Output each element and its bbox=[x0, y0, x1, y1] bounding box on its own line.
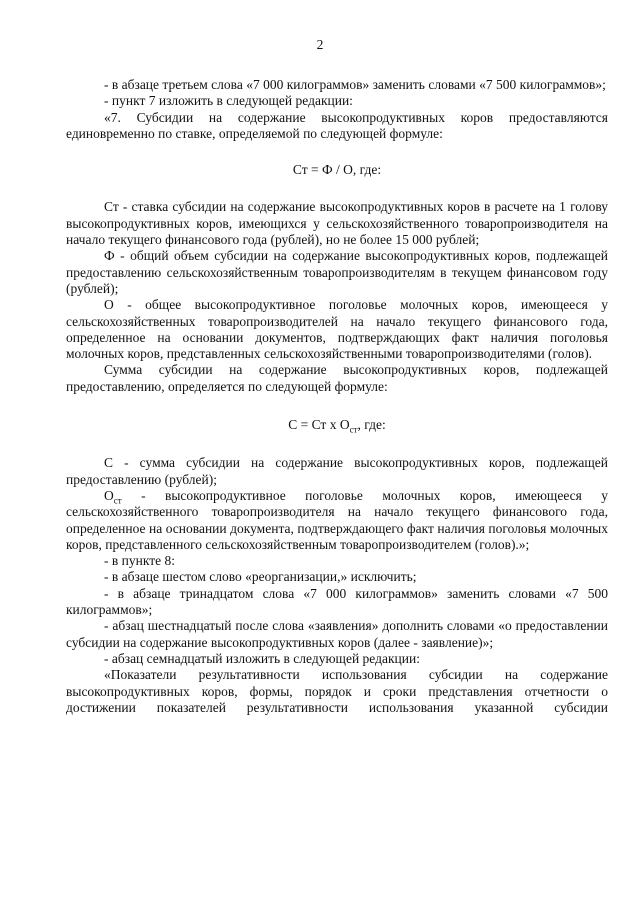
paragraph-ost bbox=[66, 488, 608, 553]
paragraph: О - общее высокопродуктивное поголовье молочных коров, имеющееся у сельскохозяйственных товаропроизводителей на начало текущего финансового года, определенное на основании документов, подтверждающих факт наличия поголовья молочных коров, представленных сельскохозяйственными товаропроизводителями (голов). bbox=[66, 297, 608, 362]
document-body bbox=[66, 77, 608, 716]
formula-sum-subscript: ст bbox=[349, 424, 358, 435]
paragraph: - в абзаце третьем слова «7 000 килограммов» заменить словами «7 500 килограммов»; bbox=[104, 77, 606, 92]
ost-symbol: О bbox=[104, 487, 114, 503]
paragraph: - в абзаце тринадцатом слова «7 000 килограммов» заменить словами «7 500 килограммов»; bbox=[66, 585, 608, 618]
ost-subscript: ст bbox=[113, 495, 122, 506]
paragraph: - в пункте 8: bbox=[104, 553, 175, 569]
formula-sum-suffix: , где: bbox=[357, 417, 386, 433]
paragraph: - в абзаце шестом слово «реорганизации,» исключить; bbox=[104, 569, 417, 585]
paragraph: Сумма субсидии на содержание высокопродуктивных коров, подлежащей предоставлению, определяется по следующей формуле: bbox=[66, 362, 608, 394]
paragraph: Ф - общий объем субсидии на содержание высокопродуктивных коров, подлежащей предоставлению сельскохозяйственным товаропроизводителям в текущем финансовом году (рублей); bbox=[66, 248, 608, 296]
paragraph: - абзац семнадцатый изложить в следующей редакции: bbox=[104, 650, 420, 666]
formula-sum bbox=[66, 417, 608, 433]
paragraph: «Показатели результативности использования субсидии на содержание высокопродуктивных коров, формы, порядок и сроки представления отчетности о достижении показателей результативности использования указанной субсидии bbox=[66, 667, 608, 715]
ost-text: - высокопродуктивное поголовье молочных коров, имеющееся у сельскохозяйственного товаропроизводителя на начало текущего финансового года, определенное на основании документа, подтверждающего факт наличия поголовья молочных коров, представленного сельскохозяйственным товаропроизводителем (голов).»; bbox=[66, 487, 608, 552]
paragraph: «7. Субсидии на содержание высокопродуктивных коров предоставляются единовременно по ставке, определяемой по следующей формуле: bbox=[66, 109, 608, 141]
page-number: 2 bbox=[316, 37, 324, 52]
paragraph: Ст - ставка субсидии на содержание высокопродуктивных коров в расчете на 1 голову высокопродуктивных коров, имеющихся у сельскохозяйственного товаропроизводителя на начало текущего финансового года (рублей), но не более 15 000 рублей; bbox=[66, 199, 608, 248]
paragraph: - абзац шестнадцатый после слова «заявления» дополнить словами «о предоставлении субсидии на содержание высокопродуктивных коров (далее - заявление)»; bbox=[66, 618, 608, 650]
paragraph: С - сумма субсидии на содержание высокопродуктивных коров, подлежащей предоставлению (рублей); bbox=[66, 455, 608, 487]
paragraph: - пункт 7 изложить в следующей редакции: bbox=[104, 93, 353, 109]
formula-sum-prefix: С = Ст х О bbox=[288, 417, 350, 433]
formula-rate: Ст = Ф / О, где: bbox=[292, 162, 382, 178]
